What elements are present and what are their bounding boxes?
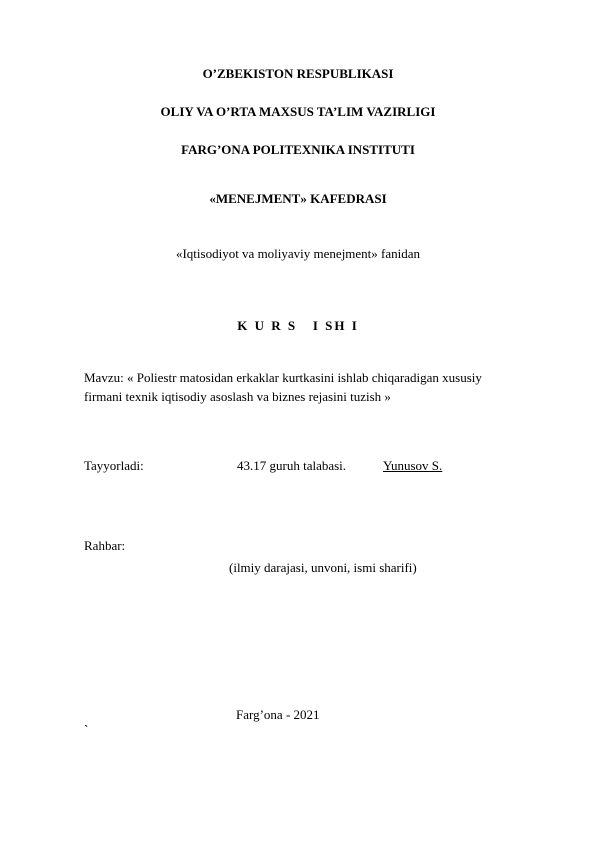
- place-year: Farg’ona - 2021: [236, 707, 320, 722]
- ministry-heading: OLIY VA O’RTA MAXSUS TA’LIM VAZIRLIGI: [160, 104, 436, 119]
- department-heading: «MENEJMENT» KAFEDRASI: [209, 191, 387, 206]
- supervisor-label: Rahbar:: [84, 538, 126, 553]
- stray-mark: `: [84, 722, 89, 737]
- institute-heading: FARG’ONA POLITEXNIKA INSTITUTI: [181, 142, 415, 157]
- republic-heading: O’ZBEKISTON RESPUBLIKASI: [202, 66, 394, 81]
- student-name: Yunusov S.: [383, 458, 443, 473]
- document-type-title: K U R S I SH I: [237, 318, 359, 333]
- topic-line-1: Mavzu: « Poliestr matosidan erkaklar kurtkasini ishlab chiqaradigan xususiy: [84, 370, 482, 385]
- prepared-label: Tayyorladi:: [84, 458, 144, 473]
- topic-line-2: firmani texnik iqtisodiy asoslash va biznes rejasini tuzish »: [84, 389, 391, 404]
- subject-line: «Iqtisodiyot va moliyaviy menejment» fanidan: [175, 246, 421, 261]
- student-group: 43.17 guruh talabasi.: [237, 458, 347, 473]
- supervisor-hint: (ilmiy darajasi, unvoni, ismi sharifi): [229, 560, 417, 575]
